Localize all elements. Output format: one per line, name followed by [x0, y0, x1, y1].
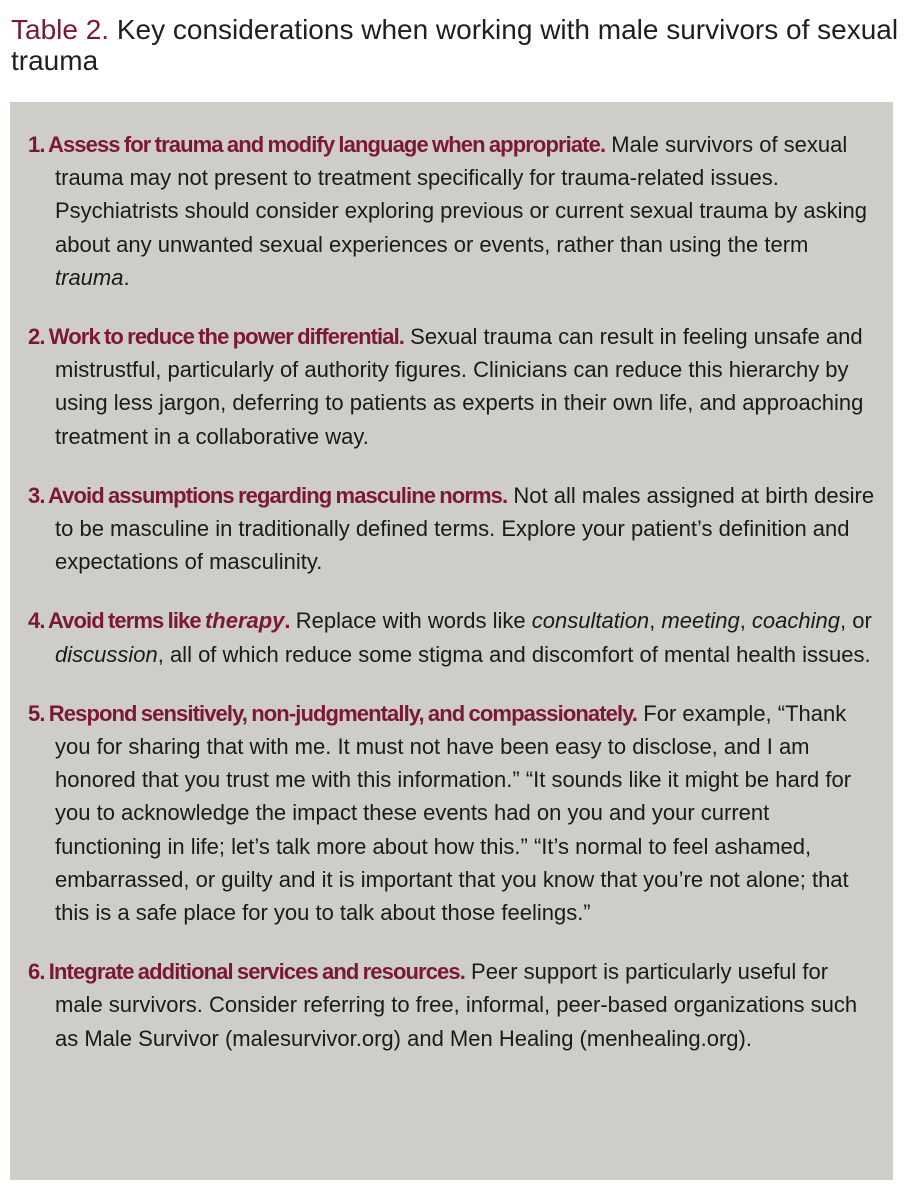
item-body: , or	[840, 608, 872, 634]
item-body-italic: trauma	[55, 264, 124, 290]
item-body: Not all males assigned at birth desire to be masculine in traditionally defined terms. Explore your patient’s definition and expectations of masculinity.	[55, 482, 875, 575]
item-body: Peer support is particularly useful for male survivors. Consider referring to free, informal, peer-based organizations such as Male Survivor (malesurvivor.org) and Men Healing (menhealing.org).	[55, 959, 858, 1051]
list-item	[28, 604, 876, 670]
item-body: ,	[739, 608, 752, 634]
table-title-text: Key considerations when working with male survivors of sexual trauma	[11, 14, 899, 76]
item-heading: 1. Assess for trauma and modify language when appropriate.	[28, 132, 606, 157]
item-heading: 2. Work to reduce the power differential.	[28, 324, 405, 350]
item-body-italic: consultation	[531, 608, 650, 634]
item-body: , all of which reduce some stigma and discomfort of mental health issues.	[157, 641, 871, 667]
table-title	[11, 14, 901, 76]
table-label: Table 2.	[11, 14, 110, 45]
item-heading: 6. Integrate additional services and resources.	[28, 959, 465, 985]
item-heading: 4. Avoid terms like therapy.	[28, 608, 290, 634]
list-item	[28, 320, 876, 453]
item-heading: 5. Respond sensitively, non-judgmentally, and compassionately.	[28, 700, 638, 726]
item-heading: 3. Avoid assumptions regarding masculine norms.	[28, 482, 508, 508]
item-body: For example, “Thank you for sharing that with me. It must not have been easy to disclose, and I am honored that you trust me with this information.” “It sounds like it might be hard for you to acknowledge the impact these events had on you and your current functioning in life; let’s talk more about how this.” “It’s normal to feel ashamed, embarrassed, or guilty and it is important that you know that you’re not alone; that this is a safe place for you to talk about those feelings.”	[55, 700, 852, 926]
list-item	[28, 955, 876, 1055]
item-body-italic: discussion	[55, 641, 158, 667]
list-item	[28, 128, 876, 294]
considerations-list	[28, 128, 876, 1081]
list-item	[28, 479, 876, 579]
item-body-italic: meeting	[661, 608, 740, 634]
item-body: Replace with words like	[295, 608, 532, 634]
item-body: ,	[649, 608, 662, 634]
item-body: .	[123, 264, 130, 290]
list-item	[28, 697, 876, 929]
item-body: Sexual trauma can result in feeling unsafe and mistrustful, particularly of authority figures. Clinicians can reduce this hierarchy by using less jargon, deferring to patients as experts in their own life, and approaching treatment in a collaborative way.	[55, 324, 864, 449]
item-body-italic: coaching	[751, 608, 840, 634]
item-body: Male survivors of sexual trauma may not present to treatment specifically for trauma-related issues. Psychiatrists should consider exploring previous or current sexual trauma by asking about any unwanted sexual experiences or events, rather than using the term	[55, 132, 867, 257]
